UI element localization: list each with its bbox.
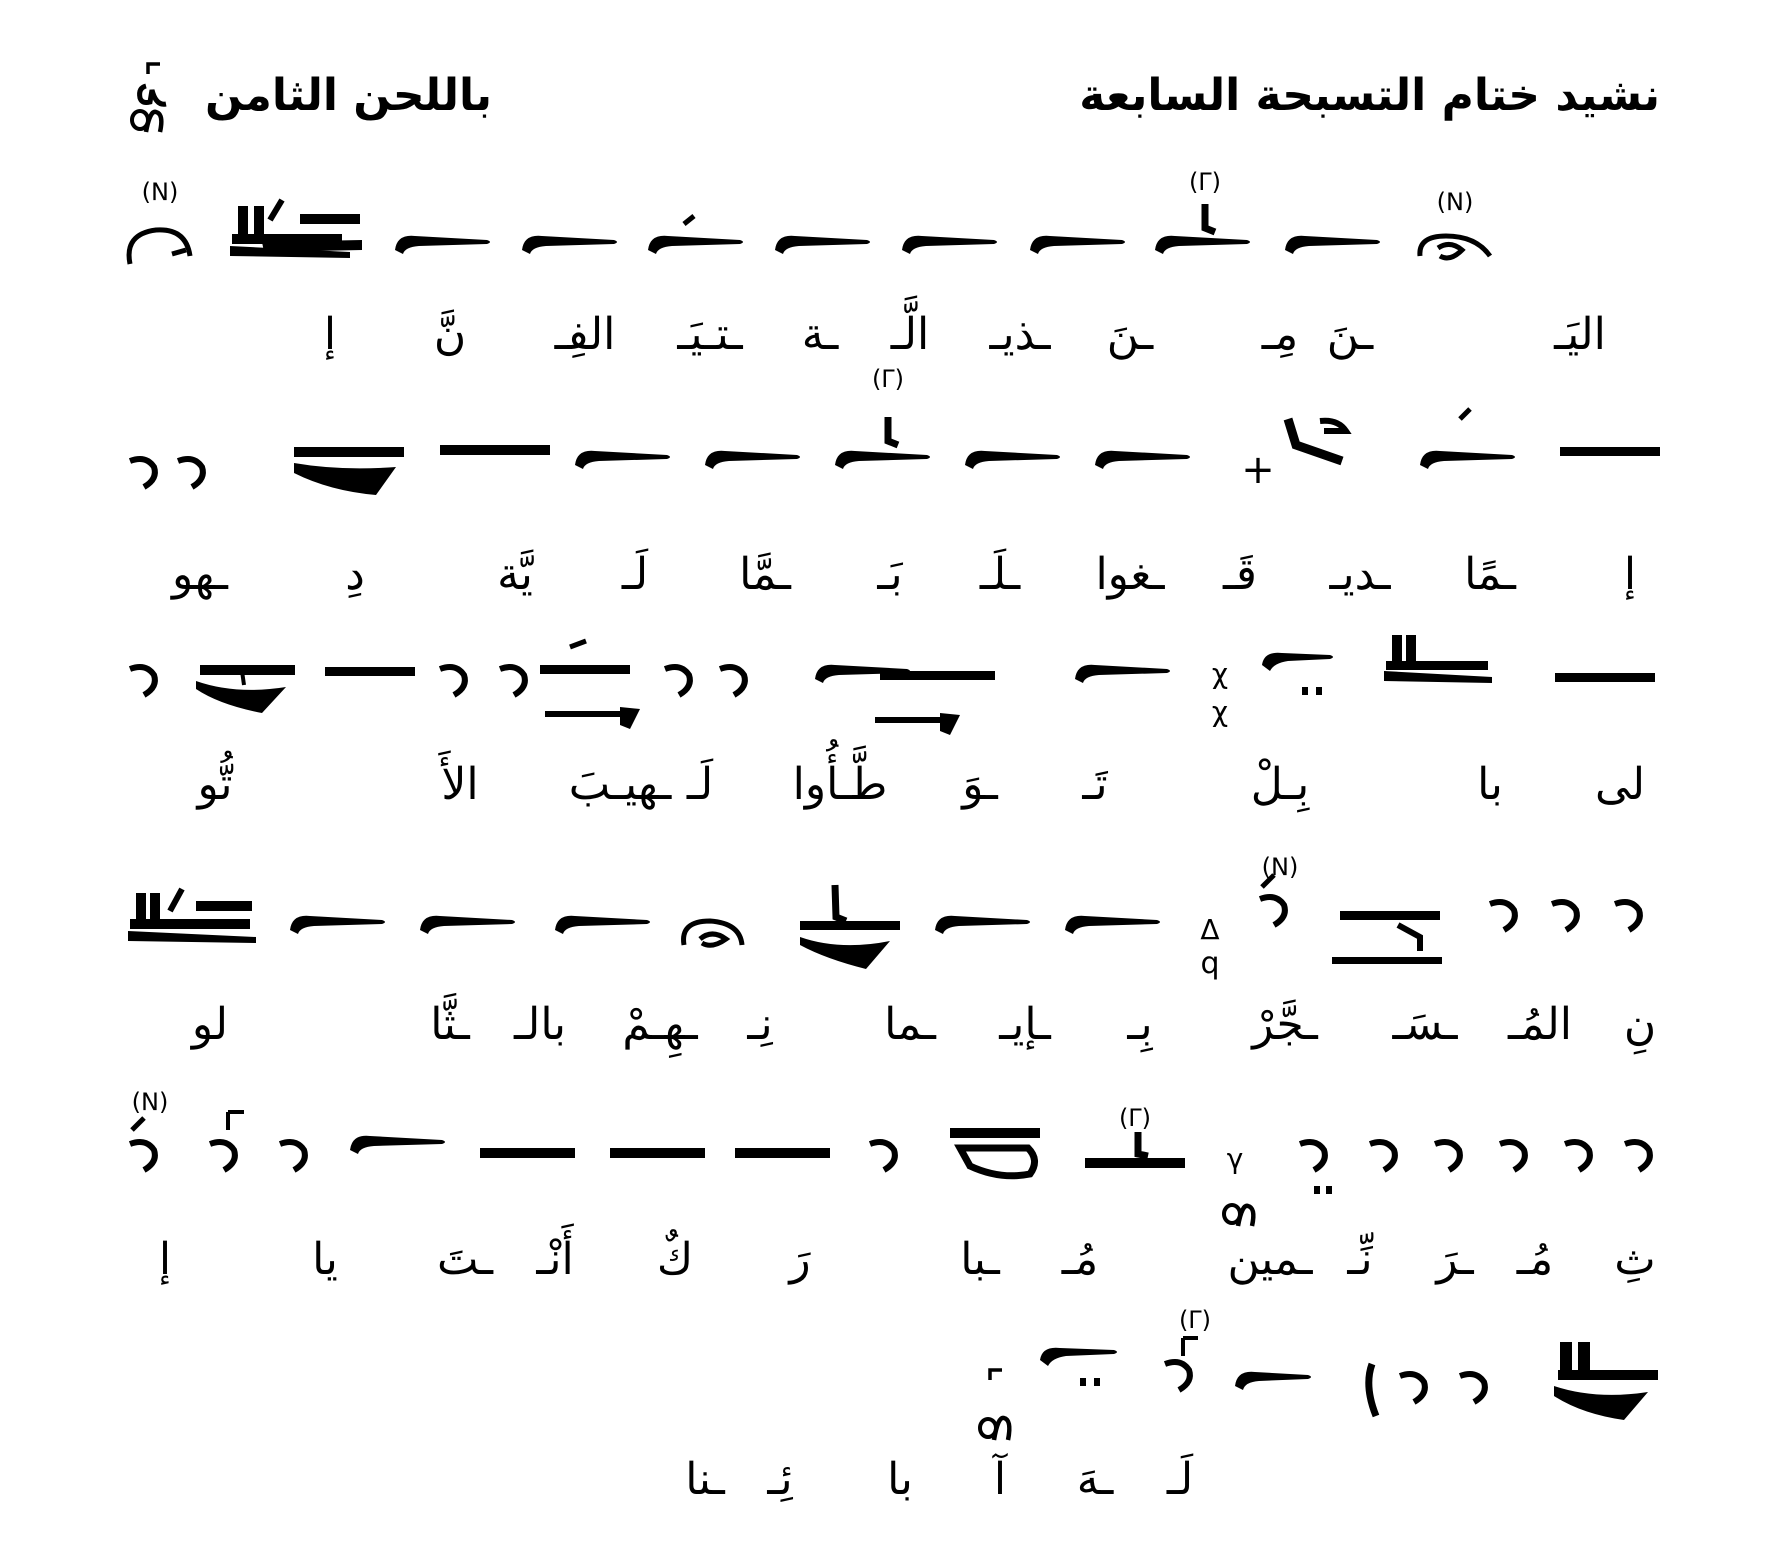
oligon-icon [290, 916, 385, 934]
oligon-icon [1075, 665, 1170, 683]
oligon-icon [1285, 236, 1380, 254]
lyric-syllable: اليَـ [1554, 309, 1606, 360]
apostrophe-icon [1165, 1306, 1211, 1390]
ison-long-icon [875, 671, 995, 735]
oligon-icon [705, 451, 800, 469]
lyric-syllable: نِّـ [1347, 1234, 1373, 1285]
omalon-wide-icon [294, 447, 404, 495]
mark-chi: χ [1211, 657, 1229, 690]
lyric-syllable: ـذيـ [989, 309, 1051, 360]
ison-long-icon [440, 445, 550, 455]
oligon-icon [1065, 916, 1160, 934]
apostrophe-icon [1500, 1142, 1525, 1170]
lyric-syllable: المُـ [1508, 999, 1572, 1050]
apostrophe-icon [210, 1112, 244, 1170]
oligon-icon [395, 236, 490, 254]
omalon-wide-icon [196, 665, 295, 713]
lyric-line-5 [0, 1225, 1780, 1295]
apostrophe-icon [1260, 853, 1298, 925]
mark-gamma: (Γ) [871, 365, 905, 393]
ison-stroke-mark-icon [1205, 204, 1215, 232]
oligon-icon [965, 451, 1060, 469]
hymn-title: نشيد ختام التسبحة السابعة [1079, 70, 1660, 121]
oligon-icon [555, 916, 650, 934]
lyric-syllable: بالـ [514, 999, 566, 1050]
apostrophe-icon [1490, 902, 1515, 930]
lyric-syllable: ـما [884, 999, 936, 1050]
lyric-line-4 [0, 990, 1780, 1060]
lyric-syllable: طَّـأُوا [792, 759, 888, 810]
mark-n-right: (Ν) [1436, 188, 1474, 216]
mark-gamma: (Γ) [1188, 168, 1222, 196]
lyric-syllable: ـلَـ [979, 549, 1021, 600]
lyric-syllable: نَّ [433, 309, 467, 360]
lyric-line-1 [0, 300, 1780, 370]
lyric-syllable: مُـ [1061, 1234, 1099, 1285]
omalon-wide-icon [800, 885, 900, 969]
apostrophe-icon [1625, 1142, 1650, 1170]
ison-long-icon [1560, 447, 1660, 456]
lyric-syllable: آ [993, 1454, 1007, 1505]
ison-long-icon [735, 1148, 830, 1158]
lyric-syllable: ـرَ [1436, 1234, 1474, 1285]
mark-q: q [1200, 946, 1220, 981]
apostrophe-icon [1552, 902, 1577, 930]
oligon-icon [1235, 1372, 1311, 1390]
mark-chi: χ [1211, 695, 1229, 728]
mark-gamma: (Γ) [1118, 1104, 1152, 1132]
tone-eight-martyria-icon [120, 60, 180, 140]
lyric-syllable: ـهو [172, 549, 228, 600]
apostrophe-mark-icon [684, 216, 694, 224]
oligon-icon [1040, 1348, 1117, 1386]
lyric-syllable: يَّة [497, 549, 533, 600]
apostrophe-icon [1370, 1142, 1395, 1170]
lyric-syllable: لى [1594, 759, 1646, 810]
lyric-syllable: ـغوا [1095, 549, 1165, 600]
oligon-icon [935, 916, 1030, 934]
apostrophe-icon [440, 667, 465, 695]
mark-plus: + [1241, 447, 1275, 493]
oligon-icon [420, 916, 515, 934]
lyric-syllable: ـنَ [1106, 309, 1154, 360]
lyric-line-6 [0, 1445, 1780, 1515]
oligon-petaste-icon [1420, 236, 1490, 258]
apostrophe-icon [280, 1142, 305, 1170]
apostrophe-icon [1460, 1374, 1485, 1402]
apostrophe-icon [130, 459, 155, 487]
mark-delta-q [1200, 913, 1219, 981]
lyric-syllable: ـثَّا [430, 999, 470, 1050]
lyric-syllable: ـديـ [1329, 549, 1391, 600]
oligon-dotted-icon [1420, 451, 1515, 469]
ison-stroke-icon [1155, 236, 1250, 254]
ison-long-icon [1555, 673, 1655, 682]
lyric-syllable: ـسَـ [1392, 999, 1458, 1050]
ison-long-icon [480, 1148, 575, 1158]
lyric-line-2 [0, 540, 1780, 610]
mark-gamma: (Γ) [1178, 1306, 1212, 1334]
mark-n-left: (Ν) [141, 178, 179, 206]
apostrophe-icon [1300, 1142, 1332, 1194]
lyric-syllable: كٌ [656, 1234, 694, 1285]
oligon-icon [902, 236, 997, 254]
mark-delta: Δ [1200, 913, 1220, 946]
oligon-icon [575, 451, 670, 469]
lyric-syllable: ـهَ [1076, 1454, 1114, 1505]
lyric-syllable: بِـ [1127, 999, 1153, 1050]
lyric-syllable: الَّـ [890, 309, 930, 360]
oligon-icon [1030, 236, 1125, 254]
ison-long-icon [325, 667, 415, 676]
lyric-syllable: ئِـ [767, 1454, 793, 1505]
omalon-icon [1554, 1342, 1658, 1420]
apostrophe-icon [1435, 1142, 1460, 1170]
lyric-syllable: يا [312, 1234, 338, 1285]
omalon-icon [129, 230, 190, 264]
lyric-syllable: با [887, 1454, 913, 1505]
oligon-apostrophe-icon [648, 236, 743, 254]
lyric-syllable: ثِ [1614, 1234, 1656, 1285]
oligon-icon [522, 236, 617, 254]
lyric-syllable: ـوَ [962, 759, 998, 810]
lyric-syllable: ـنا [685, 1454, 725, 1505]
mark-chi-pair [1212, 657, 1228, 728]
lyric-syllable: قَـ [1223, 549, 1257, 600]
tone-sign-inline-icon [1224, 1205, 1253, 1226]
gorgon-icon [1288, 419, 1346, 461]
lyric-syllable: ـمَّا [739, 549, 791, 600]
apostrophe-icon [1615, 902, 1640, 930]
lyric-syllable: دِ [345, 549, 365, 600]
apostrophe-icon [130, 1088, 168, 1170]
gorgon-icon [950, 1128, 1040, 1176]
lyric-syllable: با [1477, 759, 1503, 810]
lyric-syllable: لو [191, 999, 229, 1050]
ison-stroke-mark-icon [888, 417, 898, 445]
lyric-syllable: نِـ [747, 999, 773, 1050]
elaphron-icon [1369, 1364, 1376, 1416]
lyric-syllable: مِـ [1261, 309, 1299, 360]
ison-stroke-icon [835, 451, 930, 469]
oligon-icon [1262, 653, 1333, 695]
lyric-syllable: إ [1623, 549, 1637, 600]
lyric-syllable: أَنْـ [536, 1234, 574, 1285]
omalon-icon [1332, 911, 1442, 964]
apostrophe-icon [870, 1142, 895, 1170]
lyric-syllable: تَـ [1082, 759, 1108, 810]
lyric-syllable: ـجَّرْ [1252, 999, 1318, 1050]
psifiston-icon [684, 921, 742, 945]
apostrophe-icon [665, 667, 690, 695]
apostrophe-icon [178, 459, 203, 487]
mark-n: (Ν) [1261, 853, 1299, 881]
ison-long-icon [610, 1148, 705, 1158]
lyric-syllable: ـهِـمْ [622, 999, 698, 1050]
lyric-syllable: ـنَ [1326, 309, 1374, 360]
lyric-syllable: الأَ [441, 759, 479, 810]
kentemata-oligon-icon [1384, 635, 1492, 683]
lyric-syllable: الفِـ [554, 309, 616, 360]
lyric-syllable: ـتـيَـ [677, 309, 743, 360]
mark-gamma-small: γ [1226, 1142, 1244, 1175]
apostrophe-icon [720, 667, 745, 695]
apostrophe-icon [500, 667, 525, 695]
lyric-syllable: ـة [801, 309, 839, 360]
apostrophe-icon [1400, 1374, 1425, 1402]
lyric-syllable: بَـ [877, 549, 903, 600]
lyric-syllable: نِ [1623, 999, 1657, 1050]
kentemata-oligon-icon [128, 889, 256, 943]
lyric-syllable: ـبا [960, 1234, 1000, 1285]
lyric-syllable: تُّو [197, 759, 233, 810]
oligon-icon [350, 1136, 445, 1154]
lyric-line-3 [0, 750, 1780, 820]
tone-sign-end-icon [980, 1370, 1009, 1440]
lyric-syllable: رَ [789, 1234, 811, 1285]
apostrophe-icon [1565, 1142, 1590, 1170]
oligon-icon [775, 236, 870, 254]
lyric-syllable: ـتَ [436, 1234, 494, 1285]
lyric-syllable: بِـلْ [1250, 759, 1310, 810]
apostrophe-icon [130, 667, 155, 695]
kentemata-oligon-icon [262, 200, 362, 252]
apostrophe-mark-icon [1460, 409, 1470, 419]
lyric-syllable: ـمين [1227, 1234, 1313, 1285]
lyric-syllable: إ [323, 309, 337, 360]
lyric-syllable: ـهيـبَ [568, 759, 672, 810]
lyric-syllable: مُـ [1516, 1234, 1554, 1285]
mark-n: (Ν) [131, 1088, 169, 1116]
lyric-syllable: ـإيـ [999, 999, 1051, 1050]
oligon-icon [1085, 1104, 1185, 1168]
psifiston-icon [540, 641, 640, 729]
tone-label: باللحن الثامن [205, 70, 493, 121]
lyric-syllable: لَـ [1166, 1454, 1194, 1505]
oligon-icon [1095, 451, 1190, 469]
lyric-syllable: ـمًا [1464, 549, 1516, 600]
lyric-syllable: إ [158, 1234, 172, 1285]
lyric-syllable: لَـ [621, 549, 649, 600]
lyric-syllable: لَـ [686, 759, 714, 810]
